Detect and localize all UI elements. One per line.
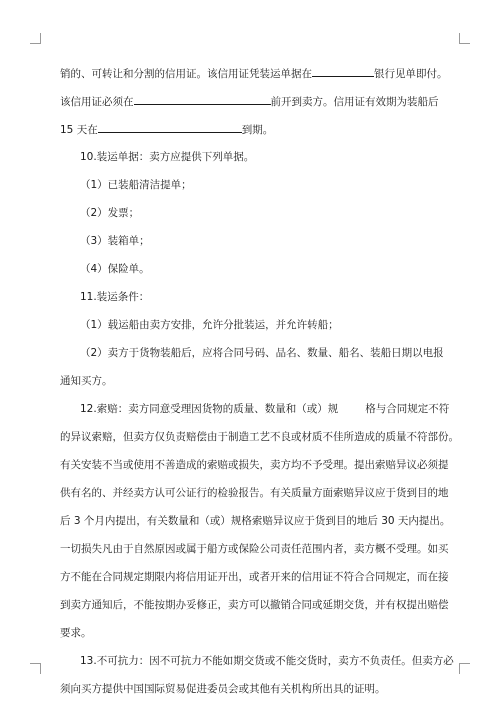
text-segment: 到期。: [241, 124, 274, 136]
text-line-1: [60, 66, 448, 81]
text-segment: 前开到卖方。信用证有效期为装船后: [270, 96, 439, 108]
text-line-2: [60, 94, 439, 109]
crop-mark-bottom-right: [459, 663, 470, 674]
text-line-3: [60, 122, 273, 137]
text-line: 到卖方通知后，不能按期办妥修正，卖方可以撤销合同或延期交货，并有权提出赔偿: [60, 599, 449, 611]
clause-11-heading: 11.装运条件：: [80, 291, 150, 303]
crop-mark-top-left: [30, 33, 41, 44]
text-line: 后 3 个月内提出，有关数量和（或）规格索赔异议应于货到目的地后 30 天内提出。: [60, 515, 451, 527]
list-item: （1）载运船由卖方安排，允许分批装运，并允许转船；: [80, 319, 339, 331]
text-segment: 销的、可转让和分割的信用证。该信用证凭装运单据在: [60, 68, 312, 80]
crop-mark-top-right: [459, 33, 470, 44]
text-segment: 12.索赔：卖方同意受理因货物的质量、数量和（或）规: [80, 403, 339, 415]
fill-in-blank-date: [134, 94, 271, 105]
clause-13-heading: 13.不可抗力：因不可抗力不能如期交货或不能交货时，卖方不负责任。但卖方必: [80, 655, 454, 667]
fill-in-blank-bank: [312, 66, 374, 77]
text-line: 须向买方提供中国国际贸易促进委员会或其他有关机构所出具的证明。: [60, 683, 386, 695]
text-line: 的异议索赔，但卖方仅负责赔偿由于制造工艺不良或材质不佳所造成的质量不符部份。: [60, 431, 459, 443]
text-line: 有关安装不当或使用不善造成的索赔或损失，卖方均不予受理。提出索赔异议必须提: [60, 459, 449, 471]
clause-10-heading: 10.装运单据：卖方应提供下列单据。: [80, 151, 255, 163]
clause-12-heading: [80, 402, 449, 416]
text-segment: 格与合同规定不符: [365, 403, 450, 415]
fill-in-blank-place: [98, 122, 242, 133]
text-segment: 银行见单即付。: [374, 68, 448, 80]
text-line: 方不能在合同规定期限内将信用证开出，或者开来的信用证不符合合同规定，而在接: [60, 571, 449, 583]
text-line: 通知买方。: [60, 375, 113, 387]
list-item: （3）装箱单；: [80, 235, 150, 247]
list-item: （2）卖方于货物装船后，应将合同号码、品名、数量、船名、装船日期以电报: [80, 347, 444, 359]
list-item: （2）发票；: [80, 207, 140, 219]
text-segment: 15 天在: [60, 124, 98, 136]
list-item: （4）保险单。: [80, 263, 150, 275]
list-item: （1）已装船清洁提单；: [80, 179, 192, 191]
text-segment: 该信用证必须在: [60, 96, 134, 108]
text-line: 供有名的、并经卖方认可公证行的检验报告。有关质量方面索赔异议应于货到目的地: [60, 487, 449, 499]
text-line: 一切损失凡由于自然原因或属于船方或保险公司责任范围内者，卖方概不受理。如买: [60, 543, 449, 555]
crop-mark-bottom-left: [30, 663, 41, 674]
text-line: 要求。: [60, 627, 92, 639]
